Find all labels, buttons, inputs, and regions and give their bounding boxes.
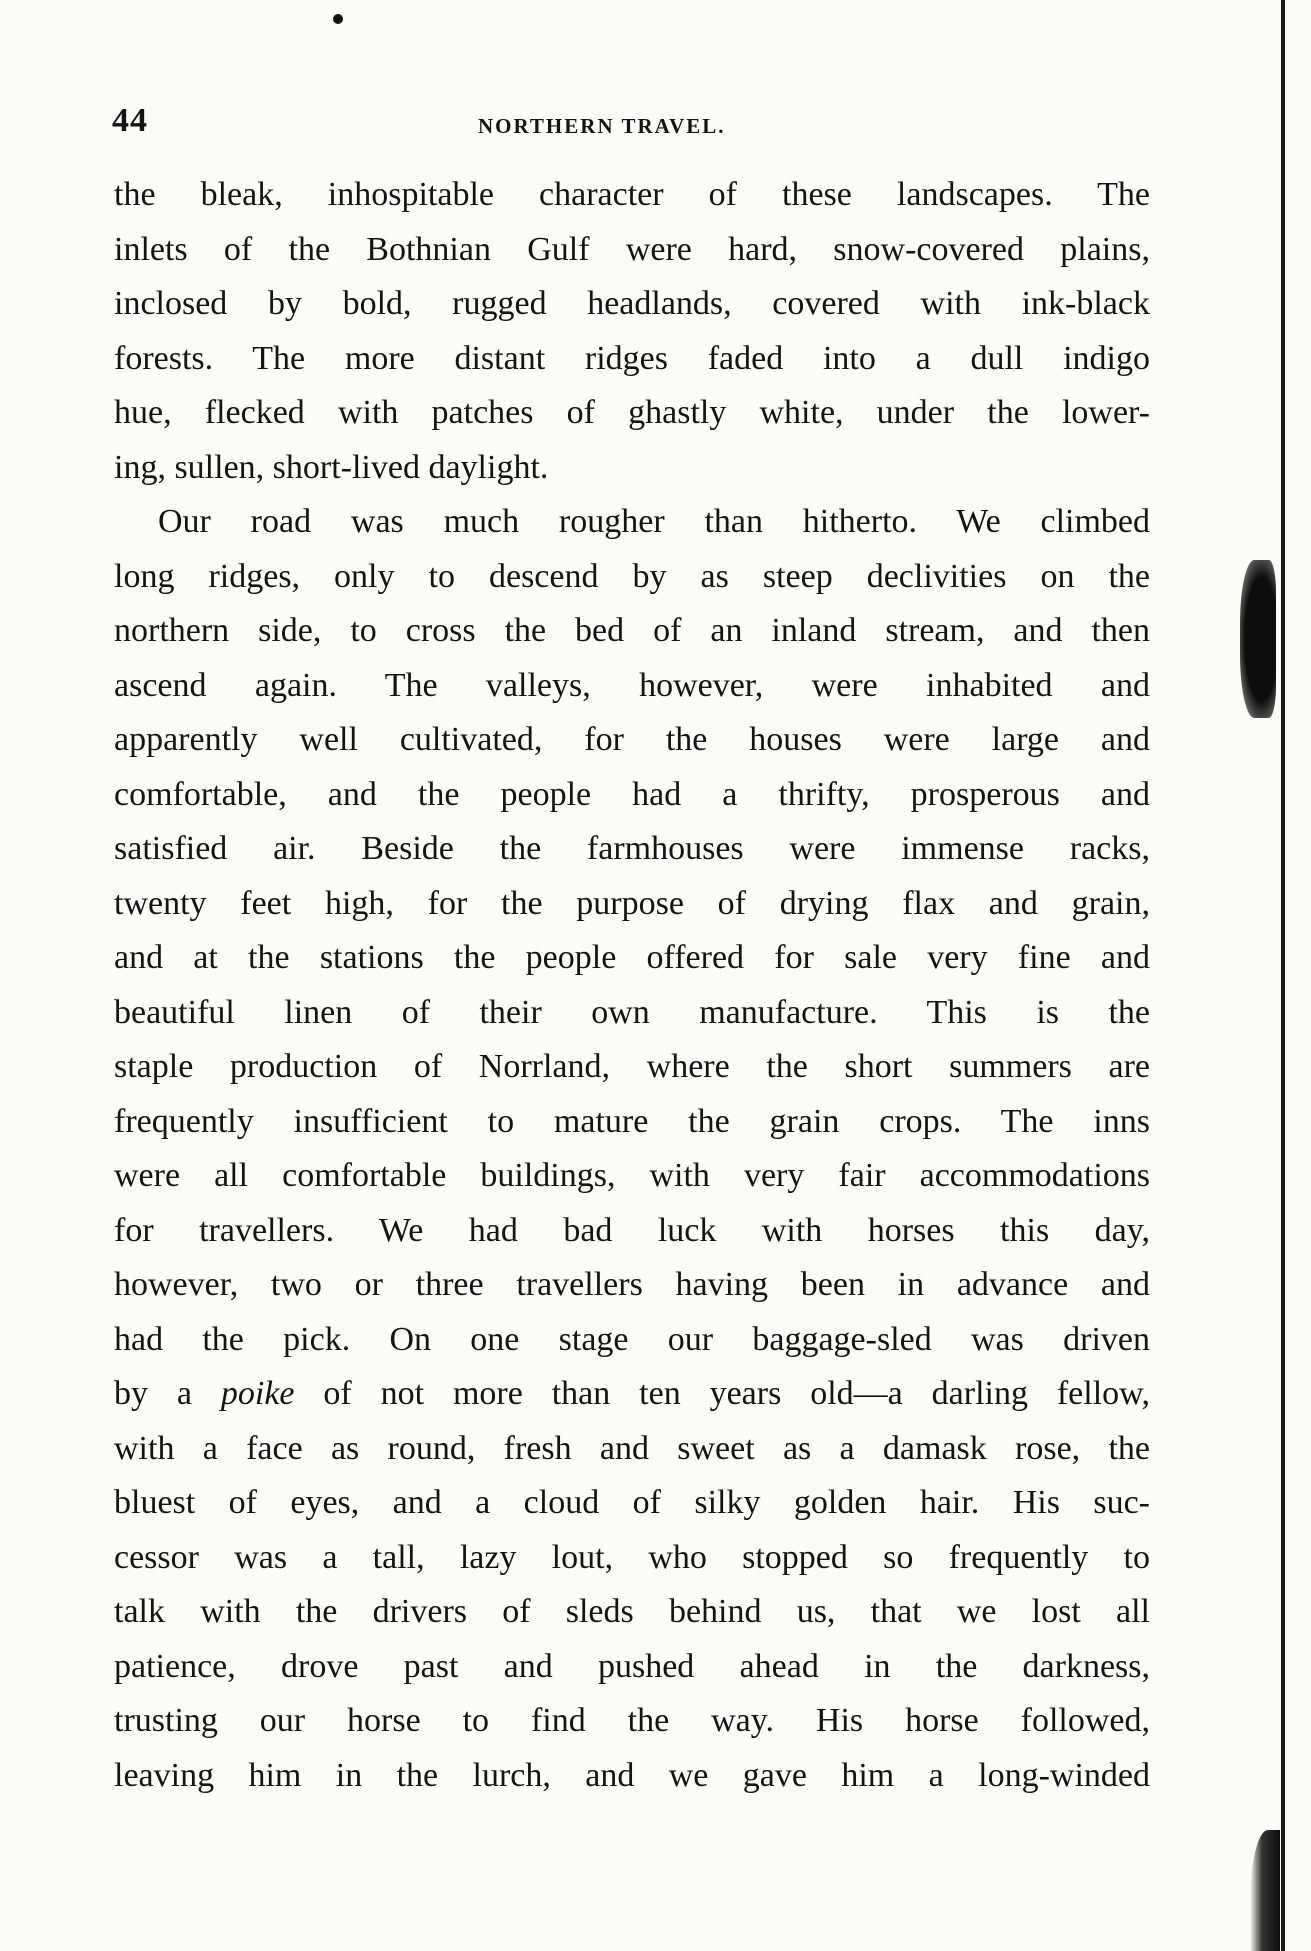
text-line: twenty feet high, for the purpose of drying flax and grain,: [114, 884, 1150, 922]
text-line: satisfied air. Beside the farmhouses were immense racks,: [114, 830, 1150, 867]
text-line: were all comfortable buildings, with very fair accommodations: [114, 1157, 1150, 1194]
text-line: apparently well cultivated, for the houses were large and: [114, 721, 1150, 758]
text-line: however, two or three travellers having been in advance and: [114, 1266, 1150, 1303]
text-line: ascend again. The valleys, however, were inhabited and: [114, 666, 1150, 704]
text-line: staple production of Norrland, where the short summers are: [114, 1048, 1150, 1085]
text-line: cessor was a tall, lazy lout, who stopped so frequently to: [114, 1538, 1150, 1576]
text-line: bluest of eyes, and a cloud of silky golden hair. His suc-: [114, 1484, 1150, 1521]
running-head: NORTHERN TRAVEL.: [478, 114, 726, 138]
text-line: forests. The more distant ridges faded into a dull indigo: [114, 339, 1150, 377]
text-line: ing, sullen, short-lived daylight.: [114, 448, 549, 486]
text-line: Our road was much rougher than hitherto. We climbed: [158, 503, 1150, 540]
text-line: inlets of the Bothnian Gulf were hard, snow-covered plains,: [114, 230, 1150, 268]
text-line-italic: by a poike of not more than ten years old—a darling fellow,: [114, 1375, 1151, 1412]
text-line: hue, flecked with patches of ghastly white, under the lower-: [114, 394, 1150, 431]
text-line: beautiful linen of their own manufacture. This is the: [114, 993, 1150, 1031]
text-line: with a face as round, fresh and sweet as a damask rose, the: [114, 1429, 1150, 1467]
text-line: and at the stations the people offered for sale very fine and: [114, 939, 1150, 976]
text-line: for travellers. We had bad luck with horses this day,: [114, 1211, 1150, 1249]
text-line: northern side, to cross the bed of an inland stream, and then: [114, 612, 1150, 649]
text-line: patience, drove past and pushed ahead in the darkness,: [114, 1647, 1150, 1685]
text-line: inclosed by bold, rugged headlands, covered with ink-black: [114, 285, 1150, 322]
ink-bleed-mark: [1240, 560, 1276, 718]
text-line: comfortable, and the people had a thrifty, prosperous and: [114, 775, 1150, 813]
bullet-mark: [333, 14, 343, 24]
text-line: the bleak, inhospitable character of these landscapes. The: [114, 176, 1150, 213]
text-line: had the pick. On one stage our baggage-sled was driven: [114, 1320, 1150, 1358]
page-edge-rule: [1281, 0, 1285, 1951]
text-line: long ridges, only to descend by as steep declivities on the: [114, 557, 1150, 595]
text-line: trusting our horse to find the way. His horse followed,: [114, 1702, 1150, 1739]
ink-bleed-mark-bottom: [1250, 1830, 1280, 1951]
text-line: frequently insufficient to mature the grain crops. The inns: [114, 1102, 1150, 1140]
italic-word: poike: [220, 1375, 295, 1412]
text-line: leaving him in the lurch, and we gave him a long-winded: [114, 1756, 1150, 1794]
body-text: [114, 168, 1150, 1803]
page-number: 44: [112, 102, 148, 139]
text-line: talk with the drivers of sleds behind us, that we lost all: [114, 1593, 1150, 1630]
